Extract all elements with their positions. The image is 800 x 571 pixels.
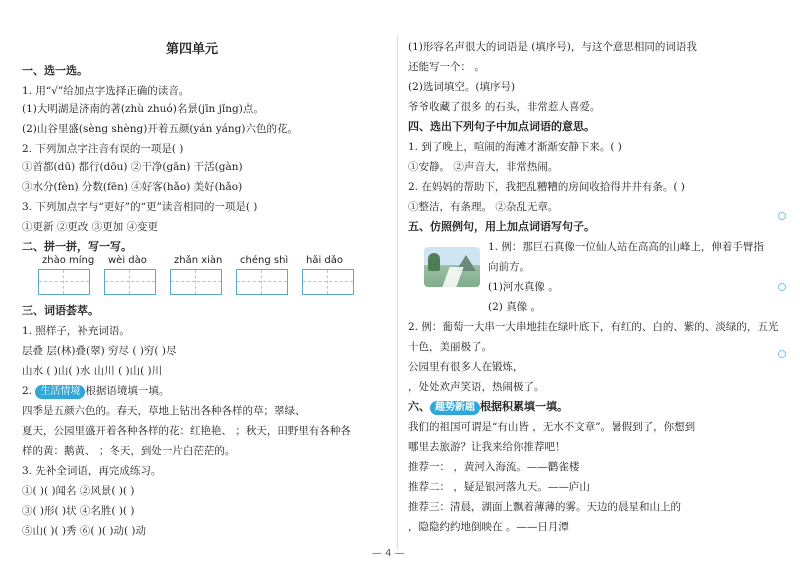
question-line: ①整洁，有条理。 ②杂乱无章。 bbox=[408, 201, 559, 213]
section-heading: 四、选出下列句子中加点词语的意思。 bbox=[408, 120, 595, 133]
q32-number: 2. bbox=[22, 385, 36, 397]
question-line: 哪里去旅游？让我来给你推荐吧！ bbox=[408, 441, 566, 453]
question-line: ③水分(fèn) 分数(fēn) ④好客(hǎo) 美好(hǎo) bbox=[22, 181, 243, 193]
trend-new-question-tag: 趣势新题 bbox=[430, 401, 480, 415]
question-line: 夏天，公园里盛开着各种各样的花：红艳艳、 ；秋天，田野里有各种各 bbox=[22, 425, 351, 437]
question-line: (1)河水真像 。 bbox=[488, 281, 559, 293]
question-line: 3. 先补全词语，再完成练习。 bbox=[22, 465, 162, 477]
question-line: 推荐二： ，疑是银河落九天。——庐山 bbox=[408, 481, 590, 493]
question-line: 山水 ( )山( )水 山川 ( )山( )川 bbox=[22, 365, 163, 377]
question-line: (1)大明湖是济南的著(zhù zhuó)名景(jīn jǐng)点。 bbox=[22, 103, 264, 115]
question-line: 1. 用“√”给加点字选择正确的读音。 bbox=[22, 85, 190, 97]
section-six-number: 六、 bbox=[408, 400, 430, 413]
question-line: ③( )形( )状 ④名胜( )( ) bbox=[22, 505, 135, 517]
page-number: — 4 — bbox=[372, 548, 405, 559]
question-line: 推荐三：清晨，湖面上飘着薄薄的雾。天边的晨星和山上的 bbox=[408, 501, 681, 513]
section-six-heading bbox=[408, 400, 568, 415]
question-line: 2. 下列加点字注音有误的一项是( ) bbox=[22, 143, 184, 155]
question-line: 四季是五颜六色的。春天，草地上钻出各种各样的草；翠绿、 bbox=[22, 405, 306, 417]
question-line: 还能写一个： 。 bbox=[408, 61, 485, 73]
section-six-instruction: 根据积累填一填。 bbox=[480, 400, 568, 413]
tree-shape bbox=[428, 253, 440, 271]
binding-hole-icon bbox=[778, 350, 786, 358]
page-title: 第四单元 bbox=[166, 42, 219, 57]
writing-box[interactable] bbox=[170, 269, 222, 295]
question-line: ①更新 ②更改 ③更加 ④变更 bbox=[22, 221, 159, 233]
section-heading: 二、拼一拼，写一写。 bbox=[22, 240, 132, 253]
river-shape bbox=[442, 267, 463, 287]
binding-hole-icon bbox=[778, 212, 786, 220]
question-line: 3. 下列加点字与“更好”的“更”读音相同的一项是( ) bbox=[22, 201, 258, 213]
question-line: 公园里有很多人在锻炼， bbox=[408, 361, 524, 373]
question-line: ，隐隐约约地倒映在 。——日月潭 bbox=[408, 521, 569, 533]
question-line: (2)山谷里盛(sèng shèng)开着五颜(yán yáng)六色的花。 bbox=[22, 123, 298, 135]
question-line: 样的黄：鹅黄、 ；冬天，到处一片白茫茫的。 bbox=[22, 445, 236, 457]
writing-box[interactable] bbox=[302, 269, 354, 295]
question-line: 1. 例：那巨石真像一位仙人站在高高的山峰上，伸着手臂指 bbox=[488, 241, 764, 253]
writing-box[interactable] bbox=[38, 269, 90, 295]
question-line: 推荐一： ，黄河入海流。——鹳雀楼 bbox=[408, 461, 580, 473]
landscape-illustration bbox=[424, 247, 480, 287]
writing-box[interactable] bbox=[236, 269, 288, 295]
pinyin-writing-grid bbox=[38, 255, 368, 295]
q32-instruction: 根据语境填一填。 bbox=[85, 385, 170, 397]
pinyin-label: zhǎn xiàn bbox=[174, 255, 223, 266]
question-line: ①首都(dū) 都行(dōu) ②干净(gān) 干活(gàn) bbox=[22, 161, 243, 173]
section-heading: 一、选一选。 bbox=[22, 64, 88, 77]
life-scenario-tag: 生活情境 bbox=[35, 385, 85, 399]
question-line: 我们的祖国可谓是“有山皆 ，无水不文章”。暑假到了，你想到 bbox=[408, 421, 696, 433]
question-line: 1. 到了晚上，喧闹的海滩才渐渐安静下来。( ) bbox=[408, 141, 622, 153]
question-line: 2. 在妈妈的帮助下，我把乱糟糟的房间收拾得井井有条。( ) bbox=[408, 181, 685, 193]
binding-hole-icon bbox=[778, 283, 786, 291]
pinyin-label: hǎi dǎo bbox=[306, 255, 344, 266]
section-heading: 五、仿照例句，用上加点词语写句子。 bbox=[408, 220, 595, 233]
question-line: ⑤山( )( )秀 ⑥( )( )动( )动 bbox=[22, 525, 146, 537]
pinyin-label: chéng shì bbox=[240, 255, 289, 266]
question-line: 爷爷收藏了很多 的石头，非常惹人喜爱。 bbox=[408, 101, 601, 113]
question-line: ①安静。 ②声音大，非常热闹。 bbox=[408, 161, 559, 173]
column-divider bbox=[397, 35, 398, 550]
question-line: 2. 例：葡萄一大串一大串地挂在绿叶底下，有红的、白的、紫的、淡绿的，五光 bbox=[408, 321, 779, 333]
question-line: 1. 照样子，补充词语。 bbox=[22, 325, 130, 337]
question-line: (1)形容名声很大的词语是 (填序号)，与这个意思相同的词语我 bbox=[408, 41, 697, 53]
q32-label bbox=[22, 384, 169, 399]
pinyin-label: zhào míng bbox=[42, 255, 95, 266]
question-line: 层叠 层(林)叠(翠) 穷尽 ( )穷( )尽 bbox=[22, 345, 177, 357]
section-heading: 三、词语荟萃。 bbox=[22, 304, 99, 317]
question-line: ①( )( )闻名 ②风景( )( ) bbox=[22, 485, 135, 497]
writing-box[interactable] bbox=[104, 269, 156, 295]
question-line: 十色，美丽极了。 bbox=[408, 341, 492, 353]
question-line: 向前方。 bbox=[488, 261, 530, 273]
question-line: (2) 真像 。 bbox=[488, 301, 542, 313]
question-line: (2)选词填空。(填序号) bbox=[408, 81, 516, 93]
pinyin-label: wèi dào bbox=[108, 255, 147, 266]
question-line: ，处处欢声笑语，热闹极了。 bbox=[408, 381, 545, 393]
